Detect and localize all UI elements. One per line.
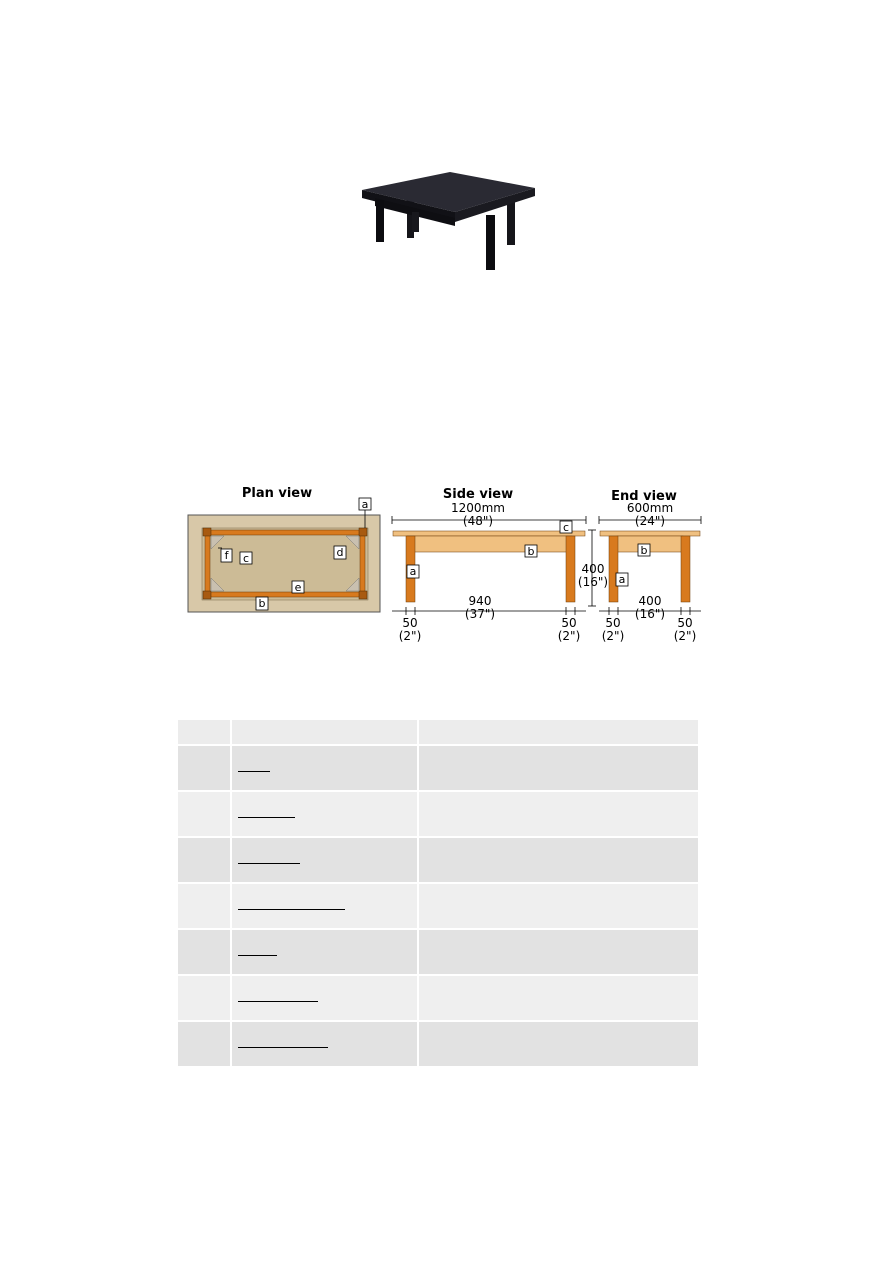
plan-view [188, 509, 380, 612]
plan-tag-f: f [224, 549, 229, 562]
table-row [178, 930, 698, 974]
detail-cell [419, 930, 698, 974]
end-leg-left-in: (2") [601, 629, 625, 643]
end-span: 400 [638, 594, 662, 608]
side-height-in: (16") [577, 575, 609, 589]
detail-cell [419, 838, 698, 882]
table-photo [355, 160, 540, 275]
table-header-row [178, 720, 698, 744]
part-link[interactable] [238, 955, 277, 956]
part-cell[interactable] [232, 976, 417, 1020]
side-span: 940 [468, 594, 492, 608]
side-length-in: (48") [462, 514, 494, 528]
detail-cell [419, 792, 698, 836]
side-tag-a: a [409, 565, 417, 578]
table-row [178, 746, 698, 790]
part-link[interactable] [238, 863, 300, 864]
end-width-in: (24") [634, 514, 666, 528]
part-cell[interactable] [232, 838, 417, 882]
plan-tag-e: e [294, 581, 302, 594]
table-row [178, 792, 698, 836]
end-tag-b: b [640, 544, 648, 557]
table-row [178, 976, 698, 1020]
side-tag-c: c [562, 521, 570, 534]
id-cell [178, 1022, 230, 1066]
side-length: 1200mm [451, 501, 505, 515]
end-leg-right: 50 [677, 616, 693, 630]
plan-view-title: Plan view [241, 486, 313, 501]
part-link[interactable] [238, 1001, 318, 1002]
header-cell [419, 720, 698, 744]
end-leg-left: 50 [605, 616, 621, 630]
id-cell [178, 792, 230, 836]
side-leg-left-in: (2") [398, 629, 422, 643]
header-cell [232, 720, 417, 744]
part-cell[interactable] [232, 884, 417, 928]
dimensions-diagram [180, 478, 720, 653]
header-cell [178, 720, 230, 744]
side-height: 400 [581, 562, 605, 576]
detail-cell [419, 746, 698, 790]
table-row [178, 1022, 698, 1066]
part-cell[interactable] [232, 930, 417, 974]
plan-tag-d: d [336, 546, 344, 559]
end-view-title: End view [611, 489, 677, 504]
table-row [178, 838, 698, 882]
id-cell [178, 930, 230, 974]
id-cell [178, 838, 230, 882]
plan-tag-c: c [242, 552, 250, 565]
end-width: 600mm [626, 501, 674, 515]
side-tag-b: b [527, 545, 535, 558]
side-leg-right-in: (2") [557, 629, 581, 643]
part-link[interactable] [238, 817, 295, 818]
detail-cell [419, 1022, 698, 1066]
table-row [178, 884, 698, 928]
part-link[interactable] [238, 1047, 328, 1048]
plan-tag-b: b [258, 597, 266, 610]
part-link[interactable] [238, 771, 270, 772]
part-cell[interactable] [232, 1022, 417, 1066]
id-cell [178, 976, 230, 1020]
side-view-title: Side view [442, 487, 514, 502]
side-leg-left: 50 [402, 616, 418, 630]
detail-cell [419, 884, 698, 928]
id-cell [178, 746, 230, 790]
part-cell[interactable] [232, 746, 417, 790]
part-link[interactable] [238, 909, 345, 910]
side-leg-right: 50 [561, 616, 577, 630]
plan-tag-a: a [361, 498, 369, 511]
part-cell[interactable] [232, 792, 417, 836]
detail-cell [419, 976, 698, 1020]
end-span-in: (16") [634, 607, 666, 621]
parts-table [176, 718, 700, 1068]
side-view [392, 501, 608, 643]
side-span-in: (37") [464, 607, 496, 621]
id-cell [178, 884, 230, 928]
end-view [599, 501, 701, 643]
end-tag-a: a [618, 573, 626, 586]
end-leg-right-in: (2") [673, 629, 697, 643]
